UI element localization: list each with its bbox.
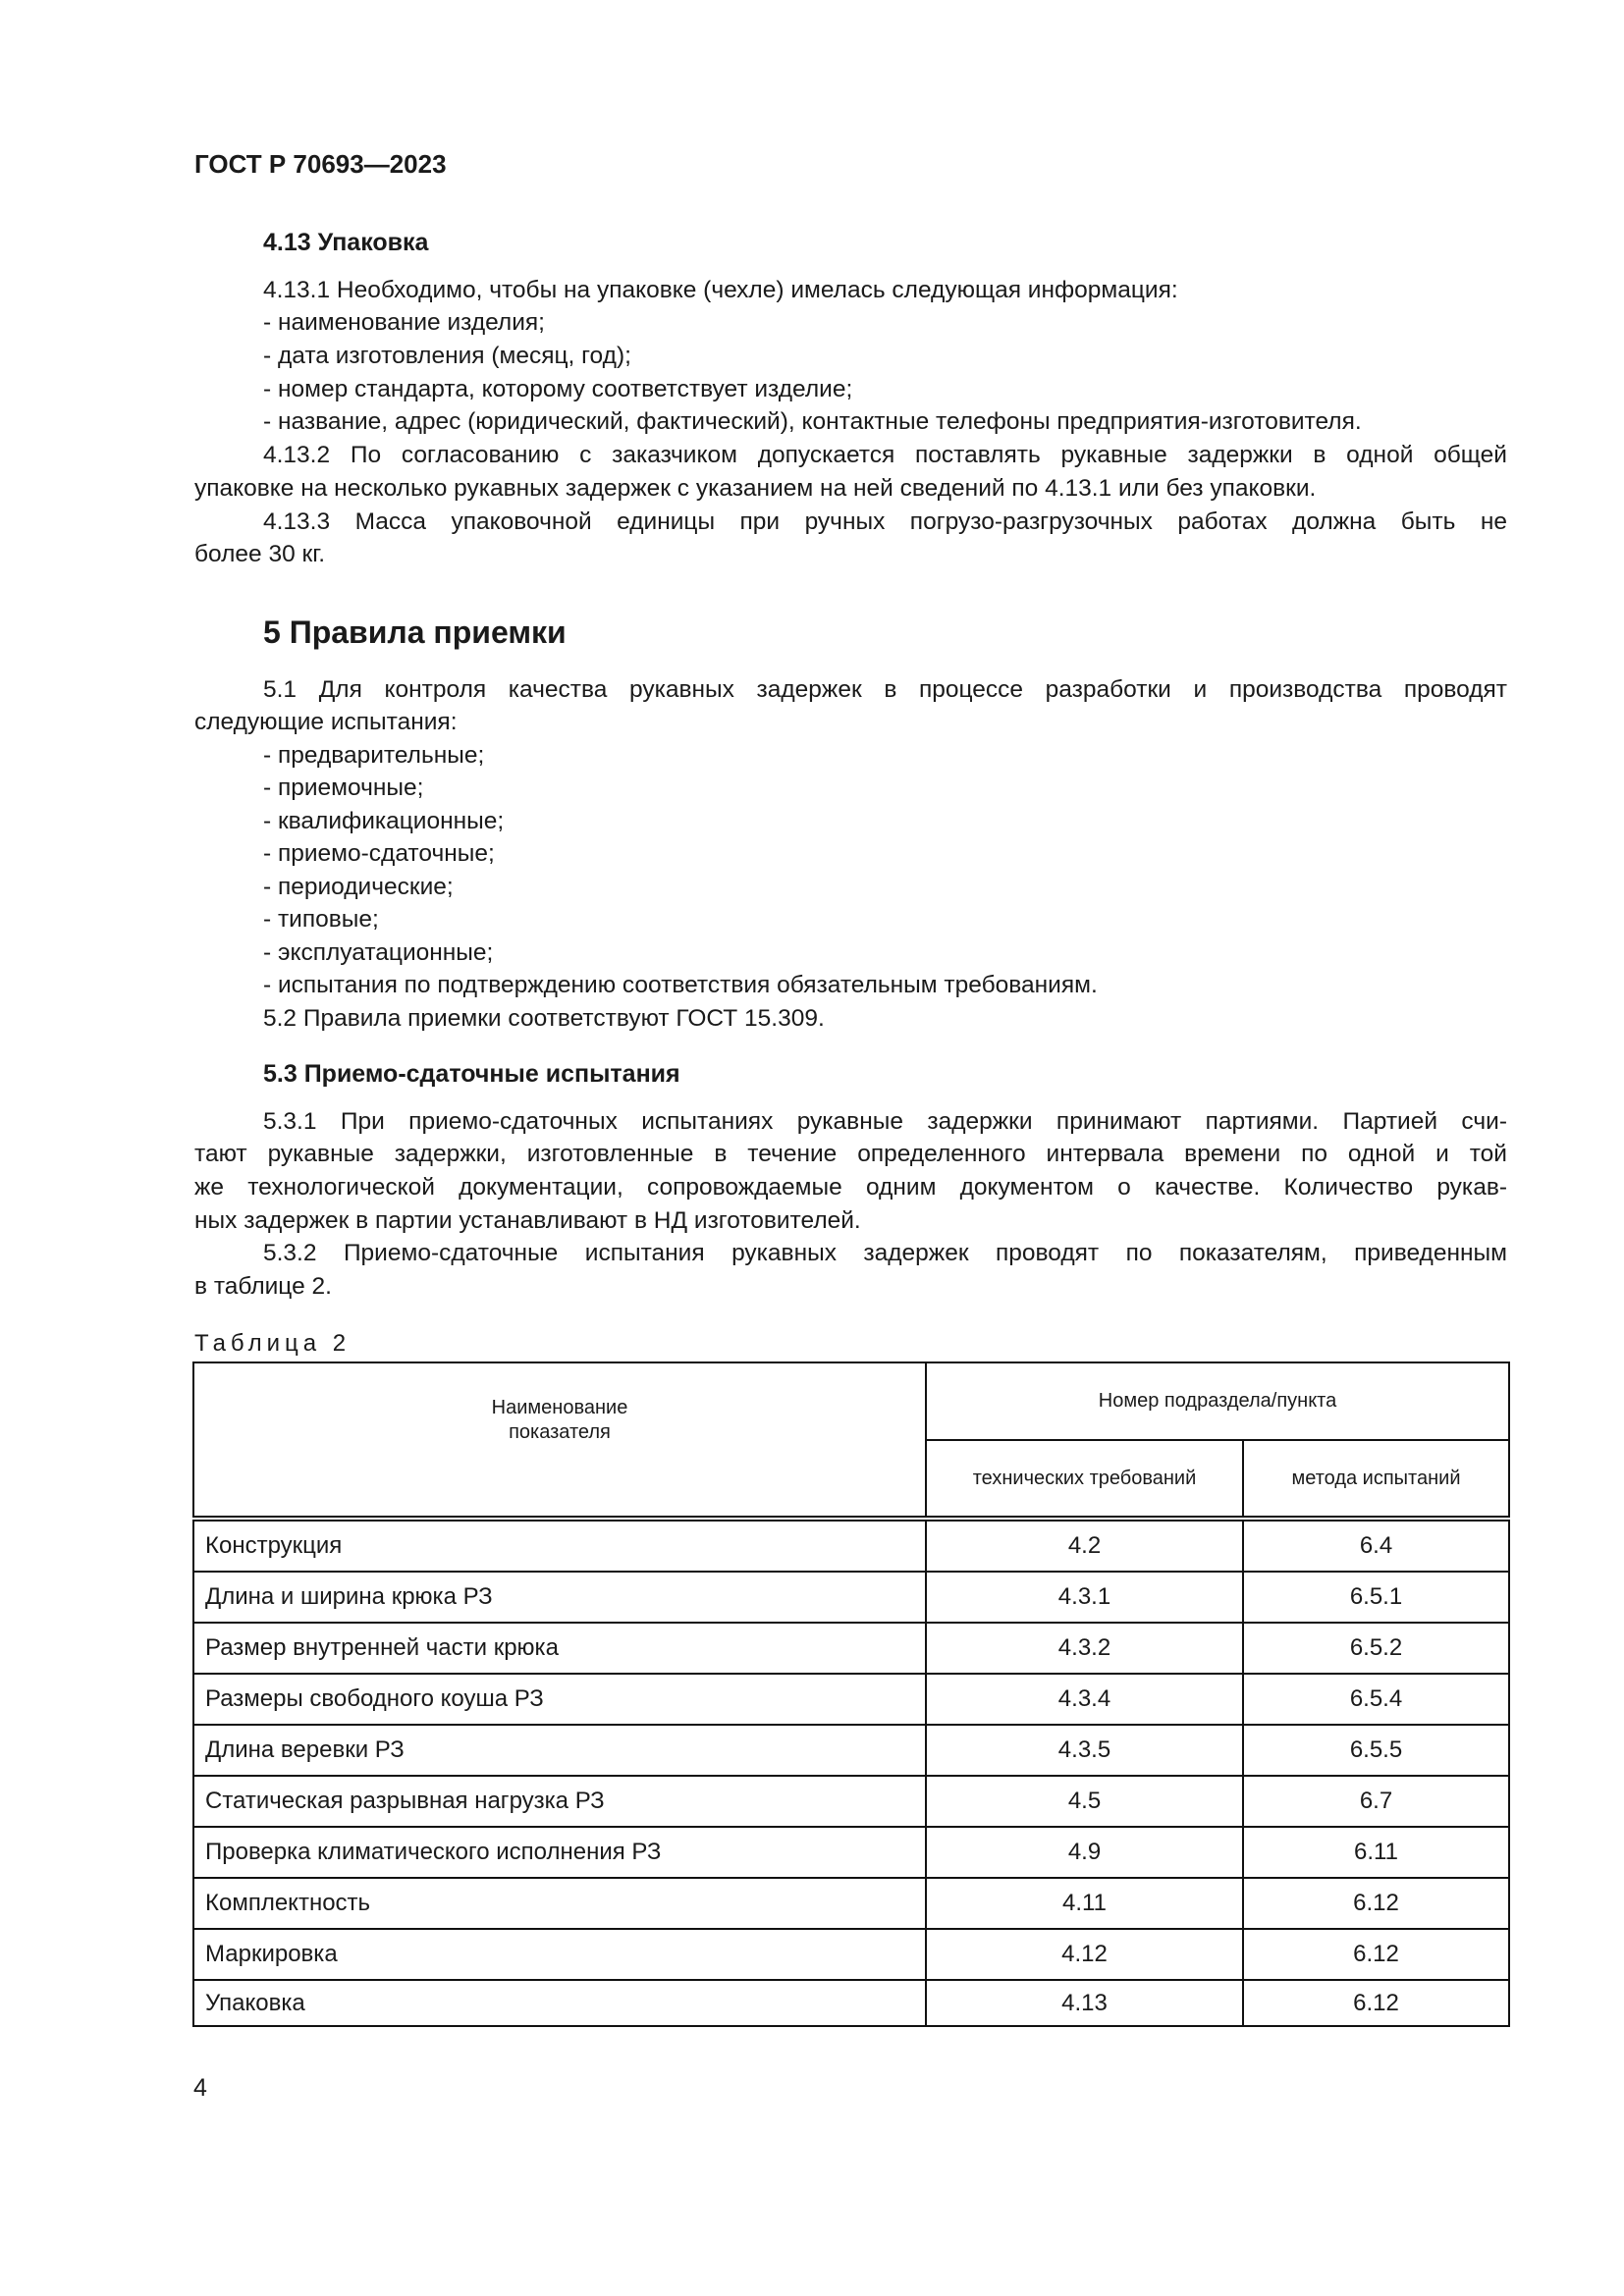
- list-item: - периодические;: [263, 874, 454, 900]
- cell-name: Статическая разрывная нагрузка РЗ: [193, 1776, 926, 1827]
- table-2: [192, 1362, 1510, 2027]
- page-number: 4: [193, 2074, 207, 2102]
- table-row: [193, 1878, 1509, 1929]
- section-5-title: 5 Правила приемки: [263, 614, 567, 650]
- document-code-header: ГОСТ Р 70693—2023: [194, 149, 447, 179]
- para-5-3-2-line1: 5.3.2 Приемо-сдаточные испытания рукавных задержек проводят по показателям, приведенным: [263, 1240, 1507, 1266]
- para-4-13-3-line1: 4.13.3 Масса упаковочной единицы при ручных погрузо-разгрузочных работах должна быть не: [263, 508, 1507, 535]
- list-item: - типовые;: [263, 906, 379, 933]
- para-5-3-1-line2: тают рукавные задержки, изготовленные в течение определенного интервала времени по одной и той: [194, 1141, 1507, 1167]
- para-4-13-2-line1: 4.13.2 По согласованию с заказчиком допускается поставлять рукавные задержки в одной общей: [263, 442, 1507, 468]
- cell-method: 6.12: [1243, 1878, 1509, 1929]
- list-item: - эксплуатационные;: [263, 939, 494, 966]
- list-item: - дата изготовления (месяц, год);: [263, 343, 631, 369]
- cell-method: 6.12: [1243, 1929, 1509, 1980]
- cell-requirements: 4.13: [926, 1980, 1243, 2026]
- cell-method: 6.12: [1243, 1980, 1509, 2026]
- list-item: - квалификационные;: [263, 808, 505, 834]
- para-4-13-3-line2: более 30 кг.: [194, 541, 326, 567]
- cell-requirements: 4.12: [926, 1929, 1243, 1980]
- section-5-3-title: 5.3 Приемо-сдаточные испытания: [263, 1060, 680, 1088]
- list-item: - предварительные;: [263, 742, 485, 769]
- cell-method: 6.7: [1243, 1776, 1509, 1827]
- cell-name: Маркировка: [193, 1929, 926, 1980]
- column-header-name-line1: Наименование: [491, 1396, 628, 1418]
- cell-requirements: 4.3.4: [926, 1674, 1243, 1725]
- list-item: - название, адрес (юридический, фактический), контактные телефоны предприятия-изготовителя.: [263, 408, 1362, 435]
- para-5-1-line2: следующие испытания:: [194, 709, 458, 735]
- cell-name: Комплектность: [193, 1878, 926, 1929]
- table-row: [193, 1980, 1509, 2026]
- para-5-3-2-line2: в таблице 2.: [194, 1273, 332, 1300]
- cell-name: Длина и ширина крюка РЗ: [193, 1572, 926, 1623]
- cell-method: 6.5.4: [1243, 1674, 1509, 1725]
- cell-method: 6.5.5: [1243, 1725, 1509, 1776]
- table-row: [193, 1572, 1509, 1623]
- cell-requirements: 4.5: [926, 1776, 1243, 1827]
- cell-name: Длина веревки РЗ: [193, 1725, 926, 1776]
- column-header-name: [193, 1362, 926, 1519]
- para-5-3-1-line1: 5.3.1 При приемо-сдаточных испытаниях рукавные задержки принимают партиями. Партией счи-: [263, 1108, 1507, 1135]
- list-item: - номер стандарта, которому соответствует изделие;: [263, 376, 853, 402]
- cell-name: Размеры свободного коуша РЗ: [193, 1674, 926, 1725]
- para-5-1-line1: 5.1 Для контроля качества рукавных задержек в процессе разработки и производства проводят: [263, 676, 1507, 703]
- cell-requirements: 4.11: [926, 1878, 1243, 1929]
- cell-method: 6.5.2: [1243, 1623, 1509, 1674]
- cell-method: 6.5.1: [1243, 1572, 1509, 1623]
- table-row: [193, 1623, 1509, 1674]
- cell-name: Упаковка: [193, 1980, 926, 2026]
- cell-requirements: 4.2: [926, 1519, 1243, 1572]
- cell-name: Размер внутренней части крюка: [193, 1623, 926, 1674]
- para-5-3-1-line4: ных задержек в партии устанавливают в НД изготовителей.: [194, 1207, 861, 1234]
- cell-requirements: 4.9: [926, 1827, 1243, 1878]
- table-row: [193, 1929, 1509, 1980]
- table-row: [193, 1674, 1509, 1725]
- list-item: - испытания по подтверждению соответствия обязательным требованиям.: [263, 972, 1098, 998]
- cell-name: Проверка климатического исполнения РЗ: [193, 1827, 926, 1878]
- table-row: [193, 1827, 1509, 1878]
- cell-requirements: 4.3.2: [926, 1623, 1243, 1674]
- list-item: - наименование изделия;: [263, 309, 545, 336]
- column-header-method: метода испытаний: [1243, 1440, 1509, 1519]
- column-header-name-line2: показателя: [509, 1420, 611, 1443]
- cell-requirements: 4.3.1: [926, 1572, 1243, 1623]
- cell-requirements: 4.3.5: [926, 1725, 1243, 1776]
- para-4-13-1: 4.13.1 Необходимо, чтобы на упаковке (чехле) имелась следующая информация:: [263, 277, 1178, 303]
- column-group-header: Номер подраздела/пункта: [926, 1362, 1509, 1440]
- para-4-13-2-line2: упаковке на несколько рукавных задержек с указанием на ней сведений по 4.13.1 или без упаковки.: [194, 475, 1317, 502]
- list-item: - приемо-сдаточные;: [263, 840, 495, 867]
- cell-method: 6.11: [1243, 1827, 1509, 1878]
- para-5-3-1-line3: же технологической документации, сопровождаемые одним документом о качестве. Количество рукав-: [194, 1174, 1507, 1201]
- section-4-13-title: 4.13 Упаковка: [263, 229, 429, 256]
- cell-method: 6.4: [1243, 1519, 1509, 1572]
- table-caption: Таблица 2: [194, 1330, 352, 1357]
- table-row: [193, 1725, 1509, 1776]
- para-5-2: 5.2 Правила приемки соответствуют ГОСТ 15.309.: [263, 1005, 825, 1032]
- table-row: [193, 1776, 1509, 1827]
- list-item: - приемочные;: [263, 774, 424, 801]
- cell-name: Конструкция: [193, 1519, 926, 1572]
- table-row: [193, 1519, 1509, 1572]
- column-header-requirements: технических требований: [926, 1440, 1243, 1519]
